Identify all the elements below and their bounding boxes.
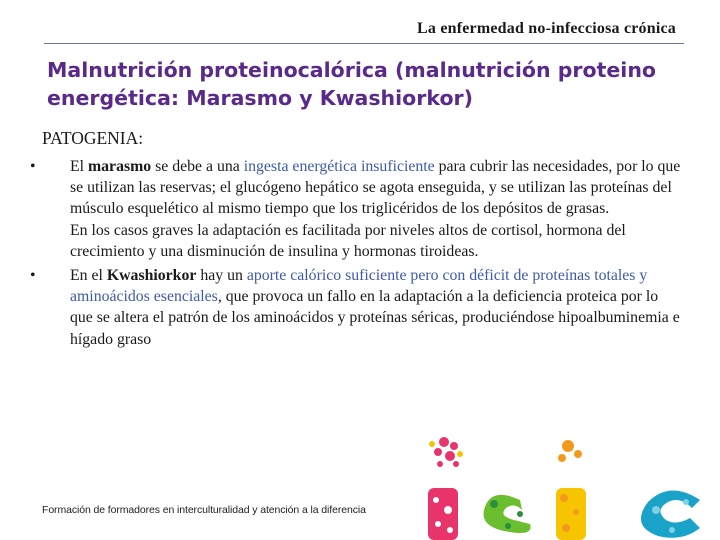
bullet-continuation	[42, 220, 682, 262]
bullet-item-marasmo	[30, 156, 682, 220]
text-run: para cubrir las necesidades, por lo que se utilizan las reservas; el glucógeno hepático se agota enseguida, y se utilizan las proteínas del músculo esquelético al mismo tiempo que los triglicéridos de los depósitos de grasas.	[70, 158, 681, 218]
section-label: PATOGENIA:	[42, 128, 144, 148]
text-run: , que provoca un fallo en la adaptación a la deficiencia proteica por lo que se altera el patrón de los aminoácidos y proteínas séricas, produciéndose hipoalbuminemia e hígado graso	[70, 288, 680, 348]
text-run: El	[70, 158, 88, 175]
bold-term-kwashiorkor: Kwashiorkor	[106, 267, 197, 285]
bullet-list	[30, 156, 682, 350]
highlight-text: aporte calórico suficiente pero con déficit de proteínas totales y aminoácidos esenciales	[70, 267, 648, 306]
highlight-text: ingesta energética insuficiente	[243, 158, 435, 175]
text-run: En el	[70, 267, 107, 285]
header-divider	[44, 43, 684, 44]
bold-term-marasmo: marasmo	[88, 158, 152, 175]
footer-text: Formación de formadores en interculturalidad y atención a la diferencia	[42, 504, 366, 516]
bullet-dot: •	[30, 158, 36, 175]
text-run: En los casos graves la adaptación es facilitada por niveles altos de cortisol, hormona del crecimiento y una disminución de insulina y hormonas tiroideas.	[70, 221, 626, 260]
slide-header: La enfermedad no-infecciosa crónica	[417, 20, 676, 37]
text-run: se debe a una	[151, 158, 244, 175]
logo-decoration-icon	[410, 430, 720, 540]
bullet-item-kwashiorkor	[30, 265, 682, 350]
bullet-dot: •	[30, 267, 36, 285]
text-run: hay un	[196, 267, 247, 285]
slide-title: Malnutrición proteinocalórica (malnutrición proteino energética: Marasmo y Kwashiorkor)	[47, 58, 656, 110]
